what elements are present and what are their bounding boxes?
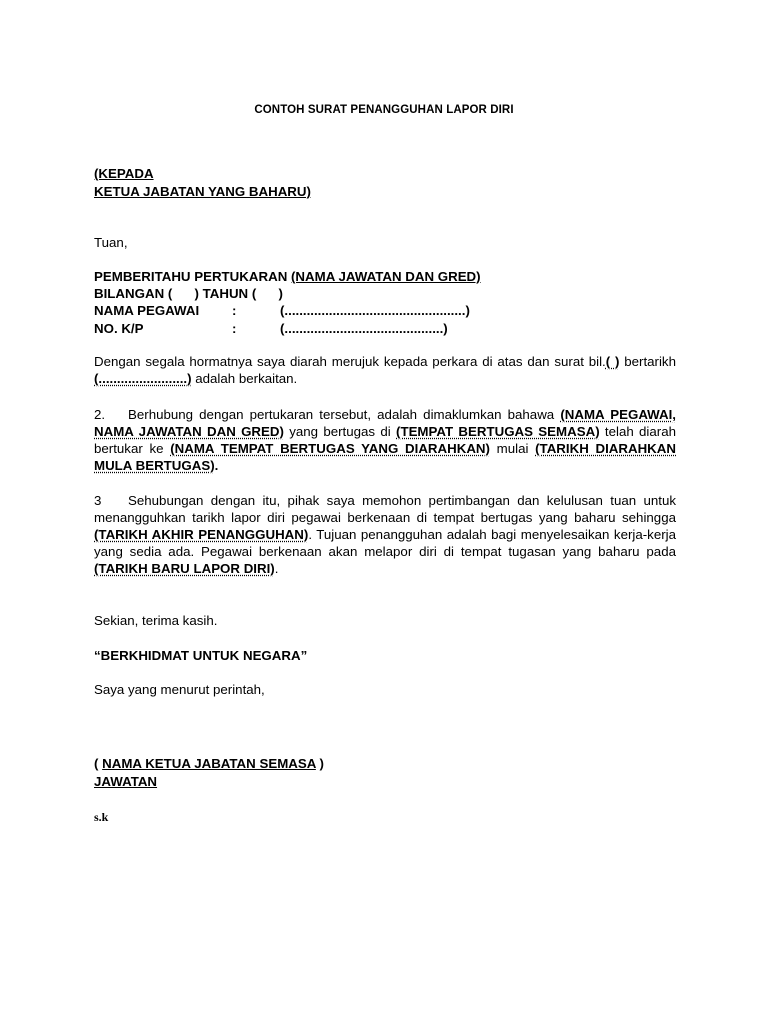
- subject-jawatan: (NAMA JAWATAN DAN GRED): [291, 269, 481, 284]
- carbon-copy: s.k: [94, 810, 109, 824]
- sign-off: Saya yang menurut perintah,: [94, 682, 265, 697]
- motto: “BERKHIDMAT UNTUK NEGARA”: [94, 648, 308, 663]
- signatory-position: JAWATAN: [94, 774, 158, 789]
- subject-bilangan: BILANGAN ( ) TAHUN ( ): [94, 286, 283, 301]
- tempat-bertugas-field: (TEMPAT BERTUGAS SEMASA): [396, 424, 600, 439]
- document-title: CONTOH SURAT PENANGGUHAN LAPOR DIRI: [254, 104, 514, 116]
- nama-pegawai-blank: (.................................................): [280, 303, 470, 318]
- no-kp-blank: (...........................................): [280, 321, 448, 336]
- subject-no-kp: NO. K/P : (...........................................): [94, 321, 448, 336]
- tempat-baru-field: (NAMA TEMPAT BERTUGAS YANG DIARAHKAN): [170, 441, 490, 456]
- signatory-name: ( NAMA KETUA JABATAN SEMASA ): [94, 756, 324, 771]
- closing: Sekian, terima kasih.: [94, 613, 218, 628]
- tarikh-baru-field: (TARIKH BARU LAPOR DIRI): [94, 561, 275, 576]
- surat-bil-blank: ( ): [605, 354, 620, 369]
- bertarikh-blank: (........................): [94, 371, 192, 386]
- salutation: Tuan,: [94, 235, 128, 250]
- nama-pegawai-field: (NAMA PEGAWAI, NAMA JAWATAN DAN GRED): [94, 407, 676, 439]
- tarikh-akhir-field: (TARIKH AKHIR PENANGGUHAN): [94, 527, 309, 542]
- paragraph-1: Dengan segala hormatnya saya diarah merujuk kepada perkara di atas dan surat bil.( ) bertarikh (........................) adalah berkaitan.: [94, 354, 676, 386]
- subject-nama-pegawai: NAMA PEGAWAI : (.................................................): [94, 303, 470, 318]
- subject-line: PEMBERITAHU PERTUKARAN (NAMA JAWATAN DAN GRED): [94, 269, 481, 284]
- tarikh-mula-field: (TARIKH DIARAHKAN MULA BERTUGAS): [94, 441, 676, 473]
- paragraph-2: 2. Berhubung dengan pertukaran tersebut, adalah dimaklumkan bahawa (NAMA PEGAWAI, NAMA JAWATAN DAN GRED) yang bertugas di (TEMPAT BERTUGAS SEMASA) telah diarah bertukar ke (NAMA TEMPAT BERTUGAS YANG DIARAHKAN) mulai (TARIKH DIARAHKAN MULA BERTUGAS).: [94, 407, 677, 473]
- addressee-line-1: (KEPADA: [94, 166, 154, 181]
- addressee-line-2: KETUA JABATAN YANG BAHARU): [94, 184, 311, 199]
- paragraph-3: 3 Sehubungan dengan itu, pihak saya memohon pertimbangan dan kelulusan tuan untuk menangguhkan tarikh lapor diri pegawai berkenaan di tempat bertugas yang baharu sehingga (TARIKH AKHIR PENANGGUHAN). Tujuan penangguhan adalah bagi menyelesaikan kerja-kerja yang sedia ada. Pegawai berkenaan akan melapor diri di tempat tugasan yang baharu pada (TARIKH BARU LAPOR DIRI).: [94, 493, 676, 576]
